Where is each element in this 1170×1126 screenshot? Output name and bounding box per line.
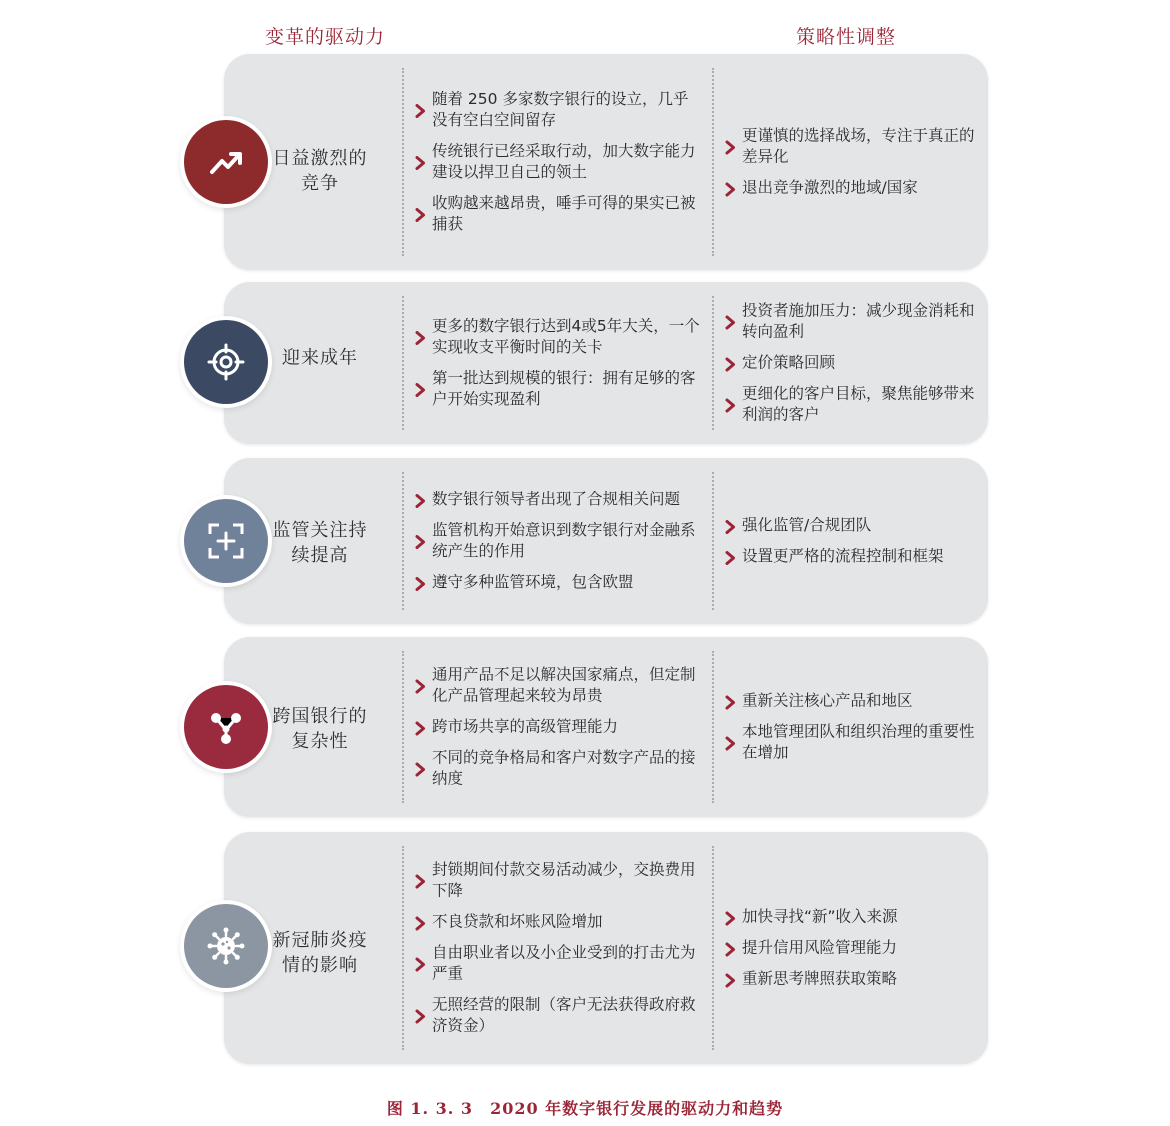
adjustment-list xyxy=(724,515,976,567)
virus-icon xyxy=(184,904,268,988)
list-item-text: 监管机构开始意识到数字银行对金融系统产生的作用 xyxy=(432,521,696,560)
column-divider xyxy=(402,68,404,256)
list-item-text: 收购越来越昂贵，唾手可得的果实已被捕获 xyxy=(432,194,696,233)
list-item-text: 随着 250 多家数字银行的设立，几乎没有空白空间留存 xyxy=(432,90,689,129)
row-panel-regulation xyxy=(224,458,988,624)
chevron-right-icon xyxy=(724,941,736,955)
list-item-text: 跨市场共享的高级管理能力 xyxy=(432,717,619,736)
chevron-right-icon xyxy=(414,576,426,590)
driver-list xyxy=(414,89,700,235)
list-item-text: 自由职业者以及小企业受到的打击尤为严重 xyxy=(432,943,696,983)
network-icon xyxy=(184,685,268,769)
list-item-text: 更多的数字银行达到4或5年大关，一个实现收支平衡时间的关卡 xyxy=(432,317,700,356)
list-item xyxy=(724,546,976,567)
chevron-right-icon xyxy=(414,762,426,776)
list-item-text: 重新关注核心产品和地区 xyxy=(742,691,913,710)
driver-list xyxy=(414,489,700,593)
chevron-right-icon xyxy=(414,720,426,734)
factor-label: 跨国银行的复杂性 xyxy=(272,705,368,752)
chevron-right-icon xyxy=(414,207,426,221)
drivers-column-header: 变革的驱动力 xyxy=(265,26,386,48)
chevron-right-icon xyxy=(724,736,736,750)
list-item xyxy=(724,353,976,374)
list-item-text: 退出竞争激烈的地域/国家 xyxy=(742,178,918,197)
column-divider xyxy=(712,651,714,803)
list-item xyxy=(414,489,700,510)
list-item-text: 提升信用风险管理能力 xyxy=(742,938,898,957)
factor-label: 日益激烈的竞争 xyxy=(272,147,368,194)
column-divider xyxy=(712,846,714,1050)
list-item-text: 定价策略回顾 xyxy=(742,353,836,372)
chevron-right-icon xyxy=(724,694,736,708)
chevron-right-icon xyxy=(414,915,426,929)
list-item xyxy=(724,722,976,764)
driver-list xyxy=(414,860,700,1037)
chevron-right-icon xyxy=(724,910,736,924)
chevron-right-icon xyxy=(724,356,736,370)
list-item xyxy=(724,691,976,712)
list-item xyxy=(724,938,976,959)
list-item-text: 不良贷款和坏账风险增加 xyxy=(432,912,603,931)
list-item xyxy=(414,368,700,410)
adjustment-list xyxy=(724,301,976,426)
column-divider xyxy=(712,68,714,256)
adjustment-list xyxy=(724,907,976,990)
list-item-text: 遵守多种监管环境，包含欧盟 xyxy=(432,573,634,591)
list-item xyxy=(414,912,700,933)
list-item xyxy=(414,572,700,593)
chevron-right-icon xyxy=(414,382,426,396)
list-item xyxy=(414,995,700,1037)
list-item-text: 通用产品不足以解决国家痛点，但定制化产品管理起来较为昂贵 xyxy=(432,665,696,705)
column-divider xyxy=(402,472,404,610)
list-item-text: 更谨慎的选择战场，专注于真正的差异化 xyxy=(742,126,975,166)
trending-up-icon xyxy=(184,120,268,204)
list-item-text: 加快寻找“新”收入来源 xyxy=(742,907,898,926)
chevron-right-icon xyxy=(724,972,736,986)
list-item-text: 设置更严格的流程控制和框架 xyxy=(742,547,944,565)
list-item-text: 重新思考牌照获取策略 xyxy=(742,969,898,988)
list-item-text: 强化监管/合规团队 xyxy=(742,516,872,534)
adjustments-column-header: 策略性调整 xyxy=(796,26,897,48)
list-item xyxy=(414,748,700,790)
list-item-text: 封锁期间付款交易活动减少，交换费用下降 xyxy=(432,860,696,900)
row-panel-covid xyxy=(224,832,988,1064)
list-item xyxy=(724,384,976,426)
list-item xyxy=(414,89,700,131)
chevron-right-icon xyxy=(724,398,736,412)
chevron-right-icon xyxy=(414,874,426,888)
list-item-text: 第一批达到规模的银行：拥有足够的客户开始实现盈利 xyxy=(432,369,696,408)
list-item xyxy=(724,301,976,343)
chevron-right-icon xyxy=(724,315,736,329)
adjustment-list xyxy=(724,126,976,199)
chevron-right-icon xyxy=(414,679,426,693)
target-icon xyxy=(184,320,268,404)
chevron-right-icon xyxy=(414,957,426,971)
chevron-right-icon xyxy=(724,519,736,533)
chevron-right-icon xyxy=(414,330,426,344)
list-item-text: 本地管理团队和组织治理的重要性在增加 xyxy=(742,722,975,762)
row-panel-cross-border xyxy=(224,637,988,817)
chevron-right-icon xyxy=(414,155,426,169)
list-item xyxy=(724,178,976,199)
list-item-text: 投资者施加压力：减少现金消耗和转向盈利 xyxy=(742,301,975,341)
list-item-text: 无照经营的限制（客户无法获得政府救济资金） xyxy=(432,995,696,1035)
driver-list xyxy=(414,665,700,790)
chevron-right-icon xyxy=(414,493,426,507)
list-item xyxy=(724,515,976,536)
figure-caption: 图 1. 3. 3 2020 年数字银行发展的驱动力和趋势 xyxy=(386,1099,784,1118)
column-divider xyxy=(712,472,714,610)
list-item xyxy=(414,520,700,562)
list-item-text: 数字银行领导者出现了合规相关问题 xyxy=(432,490,681,508)
chevron-right-icon xyxy=(414,103,426,117)
chevron-right-icon xyxy=(414,1009,426,1023)
list-item xyxy=(414,943,700,985)
column-divider xyxy=(402,651,404,803)
factor-label: 监管关注持续提高 xyxy=(272,519,368,566)
factor-label: 迎来成年 xyxy=(282,347,358,369)
list-item xyxy=(414,860,700,902)
chevron-right-icon xyxy=(724,550,736,564)
adjustment-list xyxy=(724,691,976,764)
list-item xyxy=(414,141,700,183)
list-item-text: 传统银行已经采取行动，加大数字能力建设以捍卫自己的领土 xyxy=(432,142,696,181)
driver-list xyxy=(414,316,700,410)
chevron-right-icon xyxy=(414,534,426,548)
chevron-right-icon xyxy=(724,140,736,154)
list-item xyxy=(724,907,976,928)
column-divider xyxy=(402,846,404,1050)
column-divider xyxy=(402,296,404,430)
list-item-text: 不同的竞争格局和客户对数字产品的接纳度 xyxy=(432,748,696,788)
row-panel-competition xyxy=(224,54,988,270)
column-divider xyxy=(712,296,714,430)
list-item xyxy=(414,193,700,235)
focus-frame-icon xyxy=(184,499,268,583)
list-item xyxy=(724,126,976,168)
list-item xyxy=(414,665,700,707)
list-item xyxy=(414,316,700,358)
factor-label: 新冠肺炎疫情的影响 xyxy=(272,929,368,976)
list-item xyxy=(414,717,700,738)
list-item-text: 更细化的客户目标，聚焦能够带来利润的客户 xyxy=(742,384,975,424)
chevron-right-icon xyxy=(724,181,736,195)
row-panel-maturity xyxy=(224,282,988,444)
list-item xyxy=(724,969,976,990)
